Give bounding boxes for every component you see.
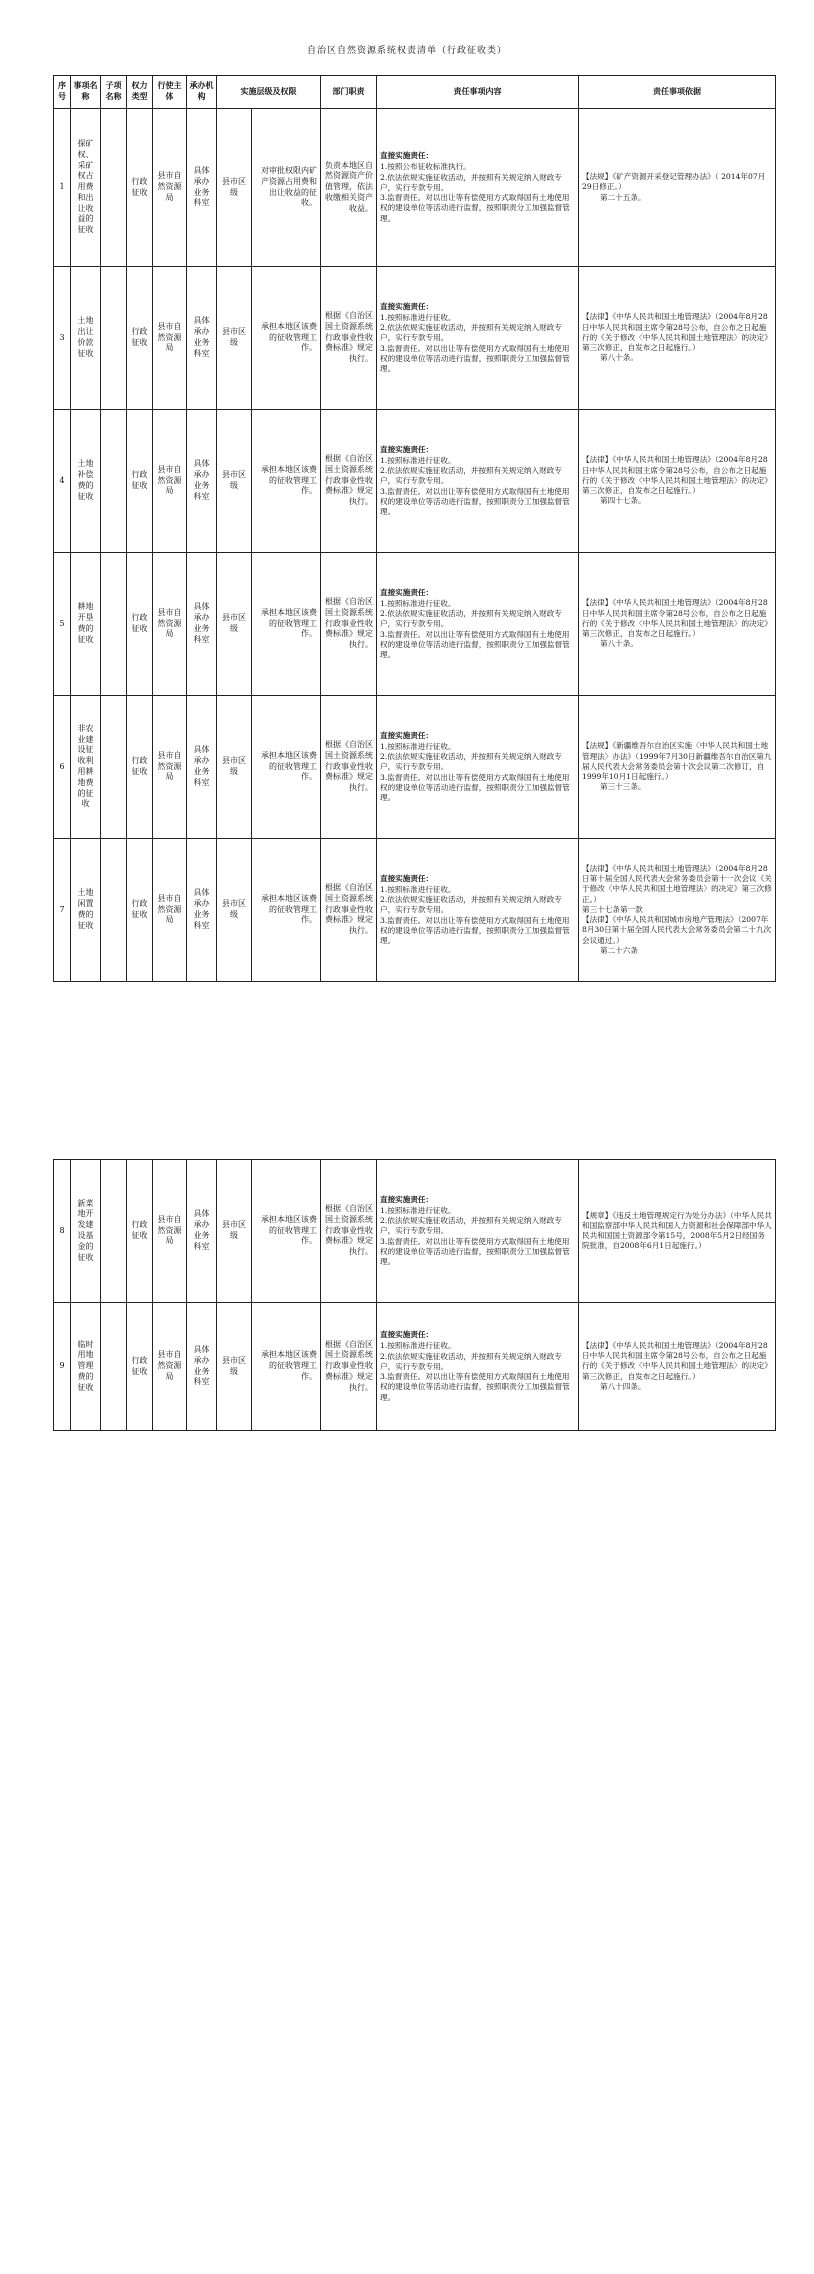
basis-line: 【法律】《中华人民共和国土地管理法》（2004年8月28日中华人民共和国主席令第28号公布，自公布之日起施行的《关于修改〈中华人民共和国土地管理法〉的决定》第三次修正，自发布之日起施行。） bbox=[582, 455, 772, 496]
responsibility-basis bbox=[579, 410, 776, 553]
row-number: 6 bbox=[54, 696, 71, 839]
implementation-level: 县市区级 bbox=[217, 696, 252, 839]
implementation-level: 县市区级 bbox=[217, 109, 252, 267]
basis-line: 第三十七条第一款 bbox=[582, 904, 643, 914]
responsibility-line: 3.监督责任。对以出让等有偿使用方式取得国有土地使用权的建设单位等活动进行监督，按照职责分工加强监督管理。 bbox=[380, 1236, 570, 1267]
basis-article: 第八十条。 bbox=[600, 353, 638, 363]
responsibility-line: 2.依法依规实施征收活动，并按照有关规定纳入财政专户，实行专款专用。 bbox=[380, 895, 562, 915]
header-name: 事项名称 bbox=[71, 76, 101, 109]
sub-item-name bbox=[101, 839, 127, 982]
responsibility-content bbox=[377, 410, 579, 553]
exercising-subject: 县市自然资源局 bbox=[153, 1303, 187, 1431]
responsibility-line: 3.监督责任。对以出让等有偿使用方式取得国有土地使用权的建设单位等活动进行监督，按照职责分工加强监督管理。 bbox=[380, 915, 570, 946]
responsibility-content bbox=[377, 1160, 579, 1303]
exercising-subject: 县市自然资源局 bbox=[153, 1160, 187, 1303]
implementation-authority: 承担本地区该费的征收管理工作。 bbox=[252, 553, 321, 696]
department-duty: 根据《自治区国土资源系统行政事业性收费标准》规定执行。 bbox=[321, 267, 377, 410]
responsibility-line: 3.监督责任。对以出让等有偿使用方式取得国有土地使用权的建设单位等活动进行监督，按照职责分工加强监督管理。 bbox=[380, 629, 570, 660]
basis-line: 【法规】《新疆维吾尔自治区实施〈中华人民共和国土地管理法〉办法》（1999年7月30日新疆维吾尔自治区第九届人民代表大会常务委员会第十次会议第二次修订，自1999年10月1日起施行。） bbox=[582, 741, 772, 782]
responsibility-line: 3.监督责任。对以出让等有偿使用方式取得国有土地使用权的建设单位等活动进行监督，按照职责分工加强监督管理。 bbox=[380, 486, 570, 517]
responsibility-lead: 直接实施责任： bbox=[380, 1330, 434, 1340]
responsibility-line: 2.依法依规实施征收活动，并按照有关规定纳入财政专户，实行专款专用。 bbox=[380, 466, 562, 486]
header-subject: 行使主体 bbox=[153, 76, 187, 109]
table-row bbox=[54, 109, 776, 267]
handling-organization: 具体承办业务科室 bbox=[187, 1160, 217, 1303]
department-duty: 根据《自治区国土资源系统行政事业性收费标准》规定执行。 bbox=[321, 1303, 377, 1431]
department-duty: 根据《自治区国土资源系统行政事业性收费标准》规定执行。 bbox=[321, 553, 377, 696]
table-header-row bbox=[54, 76, 776, 109]
responsibility-table-page-1 bbox=[53, 75, 776, 982]
header-org: 承办机构 bbox=[187, 76, 217, 109]
responsibility-content bbox=[377, 109, 579, 267]
basis-line: 【法律】《中华人民共和国土地管理法》（2004年8月28日中华人民共和国主席令第28号公布，自公布之日起施行的《关于修改〈中华人民共和国土地管理法〉的决定》第三次修正，自发布之日起施行。） bbox=[582, 598, 772, 639]
responsibility-line: 1.按照标准进行征收。 bbox=[380, 598, 456, 608]
power-type: 行政征收 bbox=[127, 553, 153, 696]
item-name: 新菜地开发建设基金的征收 bbox=[71, 1160, 101, 1303]
responsibility-line: 2.依法依规实施征收活动，并按照有关规定纳入财政专户，实行专款专用。 bbox=[380, 172, 562, 192]
responsibility-lead: 直接实施责任： bbox=[380, 1194, 434, 1204]
implementation-level: 县市区级 bbox=[217, 1160, 252, 1303]
responsibility-lead: 直接实施责任： bbox=[380, 730, 434, 740]
responsibility-line: 2.依法依规实施征收活动，并按照有关规定纳入财政专户，实行专款专用。 bbox=[380, 323, 562, 343]
handling-organization: 具体承办业务科室 bbox=[187, 839, 217, 982]
handling-organization: 具体承办业务科室 bbox=[187, 109, 217, 267]
responsibility-basis bbox=[579, 1160, 776, 1303]
handling-organization: 具体承办业务科室 bbox=[187, 696, 217, 839]
responsibility-line: 1.按照标准进行征收。 bbox=[380, 741, 456, 751]
item-name: 耕地开垦费的征收 bbox=[71, 553, 101, 696]
responsibility-lead: 直接实施责任： bbox=[380, 151, 434, 161]
row-number: 8 bbox=[54, 1160, 71, 1303]
sub-item-name bbox=[101, 267, 127, 410]
responsibility-line: 1.按照标准进行征收。 bbox=[380, 1205, 456, 1215]
basis-article: 第二十五条。 bbox=[600, 192, 646, 202]
exercising-subject: 县市自然资源局 bbox=[153, 410, 187, 553]
power-type: 行政征收 bbox=[127, 109, 153, 267]
sub-item-name bbox=[101, 1303, 127, 1431]
department-duty: 根据《自治区国土资源系统行政事业性收费标准》规定执行。 bbox=[321, 410, 377, 553]
implementation-level: 县市区级 bbox=[217, 267, 252, 410]
basis-line: 【法律】《中华人民共和国土地管理法》（2004年8月28日第十届全国人民代表大会常务委员会第十一次会议《关于修改〈中华人民共和国土地管理法〉的决定》第三次修正。） bbox=[582, 863, 772, 904]
responsibility-line: 1.按照标准进行征收。 bbox=[380, 884, 456, 894]
exercising-subject: 县市自然资源局 bbox=[153, 553, 187, 696]
responsibility-basis bbox=[579, 696, 776, 839]
responsibility-lead: 直接实施责任： bbox=[380, 301, 434, 311]
table-row bbox=[54, 410, 776, 553]
table-row bbox=[54, 1303, 776, 1431]
responsibility-content bbox=[377, 553, 579, 696]
item-name: 临时用地管理费的征收 bbox=[71, 1303, 101, 1431]
power-type: 行政征收 bbox=[127, 410, 153, 553]
implementation-level: 县市区级 bbox=[217, 410, 252, 553]
power-type: 行政征收 bbox=[127, 1160, 153, 1303]
power-type: 行政征收 bbox=[127, 839, 153, 982]
responsibility-basis bbox=[579, 109, 776, 267]
table-row bbox=[54, 839, 776, 982]
power-type: 行政征收 bbox=[127, 696, 153, 839]
table-row bbox=[54, 553, 776, 696]
implementation-authority: 承担本地区该费的征收管理工作。 bbox=[252, 1303, 321, 1431]
responsibility-lead: 直接实施责任： bbox=[380, 873, 434, 883]
header-level: 实施层级及权限 bbox=[217, 76, 321, 109]
header-type: 权力类型 bbox=[127, 76, 153, 109]
responsibility-content bbox=[377, 267, 579, 410]
row-number: 4 bbox=[54, 410, 71, 553]
item-name: 探矿权、采矿权占用费和出让收益的征收 bbox=[71, 109, 101, 267]
responsibility-line: 1.按照公布征收标准执行。 bbox=[380, 162, 471, 172]
responsibility-basis bbox=[579, 267, 776, 410]
table-row bbox=[54, 696, 776, 839]
responsibility-basis bbox=[579, 1303, 776, 1431]
implementation-authority: 承担本地区该费的征收管理工作。 bbox=[252, 1160, 321, 1303]
basis-article: 第八十四条。 bbox=[600, 1381, 646, 1391]
implementation-authority: 承担本地区该费的征收管理工作。 bbox=[252, 696, 321, 839]
header-basis: 责任事项依据 bbox=[579, 76, 776, 109]
item-name: 土地补偿费的征收 bbox=[71, 410, 101, 553]
responsibility-table-page-2 bbox=[53, 1159, 776, 1431]
basis-line: 【规章】《违反土地管理规定行为处分办法》（中华人民共和国监察部中华人民共和国人力资源和社会保障部中华人民共和国国土资源部令第15号，2008年5月2日经国务院批准，自2008年6月1日起施行。） bbox=[582, 1210, 772, 1251]
power-type: 行政征收 bbox=[127, 267, 153, 410]
responsibility-basis bbox=[579, 553, 776, 696]
page-title: 自治区自然资源系统权责清单（行政征收类） bbox=[306, 46, 507, 56]
responsibility-line: 1.按照标准进行征收。 bbox=[380, 455, 456, 465]
implementation-authority: 承担本地区该费的征收管理工作。 bbox=[252, 410, 321, 553]
power-type: 行政征收 bbox=[127, 1303, 153, 1431]
sub-item-name bbox=[101, 410, 127, 553]
responsibility-line: 3.监督责任。对以出让等有偿使用方式取得国有土地使用权的建设单位等活动进行监督，按照职责分工加强监督管理。 bbox=[380, 193, 570, 223]
sub-item-name bbox=[101, 696, 127, 839]
responsibility-line: 2.依法依规实施征收活动，并按照有关规定纳入财政专户，实行专款专用。 bbox=[380, 752, 562, 772]
row-number: 5 bbox=[54, 553, 71, 696]
responsibility-content bbox=[377, 839, 579, 982]
basis-line: 【法律】《中华人民共和国城市房地产管理法》（2007年8月30日第十届全国人民代表大会常务委员会第二十九次会议通过。） bbox=[582, 915, 772, 945]
handling-organization: 具体承办业务科室 bbox=[187, 553, 217, 696]
header-content: 责任事项内容 bbox=[377, 76, 579, 109]
responsibility-basis bbox=[579, 839, 776, 982]
responsibility-lead: 直接实施责任： bbox=[380, 444, 434, 454]
responsibility-lead: 直接实施责任： bbox=[380, 587, 434, 597]
table-row bbox=[54, 1160, 776, 1303]
basis-article: 第二十六条 bbox=[600, 945, 638, 955]
responsibility-line: 1.按照标准进行征收。 bbox=[380, 1341, 456, 1351]
sub-item-name bbox=[101, 553, 127, 696]
basis-line: 【法律】《中华人民共和国土地管理法》（2004年8月28日中华人民共和国主席令第28号公布，自公布之日起施行的《关于修改〈中华人民共和国土地管理法〉的决定》第三次修正，自发布之日起施行。） bbox=[582, 312, 772, 353]
department-duty: 负责本地区自然资源资产价值管理，依法收缴相关资产收益。 bbox=[321, 109, 377, 267]
responsibility-line: 3.监督责任。对以出让等有偿使用方式取得国有土地使用权的建设单位等活动进行监督，按照职责分工加强监督管理。 bbox=[380, 772, 570, 803]
responsibility-line: 2.依法依规实施征收活动，并按照有关规定纳入财政专户，实行专款专用。 bbox=[380, 609, 562, 629]
responsibility-line: 1.按照标准进行征收。 bbox=[380, 312, 456, 322]
implementation-authority: 对审批权限内矿产资源占用费和出让收益的征收。 bbox=[252, 109, 321, 267]
implementation-level: 县市区级 bbox=[217, 1303, 252, 1431]
responsibility-content bbox=[377, 1303, 579, 1431]
row-number: 1 bbox=[54, 109, 71, 267]
implementation-level: 县市区级 bbox=[217, 553, 252, 696]
responsibility-line: 3.监督责任。对以出让等有偿使用方式取得国有土地使用权的建设单位等活动进行监督，按照职责分工加强监督管理。 bbox=[380, 1372, 570, 1402]
header-sub: 子项名称 bbox=[101, 76, 127, 109]
exercising-subject: 县市自然资源局 bbox=[153, 696, 187, 839]
implementation-authority: 承担本地区该费的征收管理工作。 bbox=[252, 267, 321, 410]
table-row bbox=[54, 267, 776, 410]
basis-article: 第八十条。 bbox=[600, 639, 638, 649]
responsibility-line: 2.依法依规实施征收活动，并按照有关规定纳入财政专户，实行专款专用。 bbox=[380, 1216, 562, 1236]
responsibility-line: 2.依法依规实施征收活动，并按照有关规定纳入财政专户，实行专款专用。 bbox=[380, 1351, 562, 1371]
implementation-level: 县市区级 bbox=[217, 839, 252, 982]
handling-organization: 具体承办业务科室 bbox=[187, 267, 217, 410]
implementation-authority: 承担本地区该费的征收管理工作。 bbox=[252, 839, 321, 982]
header-no: 序号 bbox=[54, 76, 71, 109]
row-number: 9 bbox=[54, 1303, 71, 1431]
row-number: 7 bbox=[54, 839, 71, 982]
exercising-subject: 县市自然资源局 bbox=[153, 267, 187, 410]
basis-article: 第四十七条。 bbox=[600, 496, 646, 506]
department-duty: 根据《自治区国土资源系统行政事业性收费标准》规定执行。 bbox=[321, 839, 377, 982]
exercising-subject: 县市自然资源局 bbox=[153, 109, 187, 267]
item-name: 土地出让价款征收 bbox=[71, 267, 101, 410]
responsibility-line: 3.监督责任。对以出让等有偿使用方式取得国有土地使用权的建设单位等活动进行监督，按照职责分工加强监督管理。 bbox=[380, 343, 570, 374]
basis-line: 【法规】《矿产资源开采登记管理办法》（ 2014年07月29日修正。） bbox=[582, 172, 766, 192]
sub-item-name bbox=[101, 1160, 127, 1303]
responsibility-content bbox=[377, 696, 579, 839]
exercising-subject: 县市自然资源局 bbox=[153, 839, 187, 982]
item-name: 非农业建设征收利用耕地费的征收 bbox=[71, 696, 101, 839]
basis-line: 【法律】《中华人民共和国土地管理法》（2004年8月28日中华人民共和国主席令第28号公布，自公布之日起施行的《关于修改〈中华人民共和国土地管理法〉的决定》第三次修正，自发布之日起施行。） bbox=[582, 1340, 772, 1381]
department-duty: 根据《自治区国土资源系统行政事业性收费标准》规定执行。 bbox=[321, 696, 377, 839]
basis-article: 第三十三条。 bbox=[600, 782, 646, 792]
department-duty: 根据《自治区国土资源系统行政事业性收费标准》规定执行。 bbox=[321, 1160, 377, 1303]
row-number: 3 bbox=[54, 267, 71, 410]
handling-organization: 具体承办业务科室 bbox=[187, 1303, 217, 1431]
handling-organization: 具体承办业务科室 bbox=[187, 410, 217, 553]
header-duty: 部门职责 bbox=[321, 76, 377, 109]
sub-item-name bbox=[101, 109, 127, 267]
item-name: 土地闲置费的征收 bbox=[71, 839, 101, 982]
